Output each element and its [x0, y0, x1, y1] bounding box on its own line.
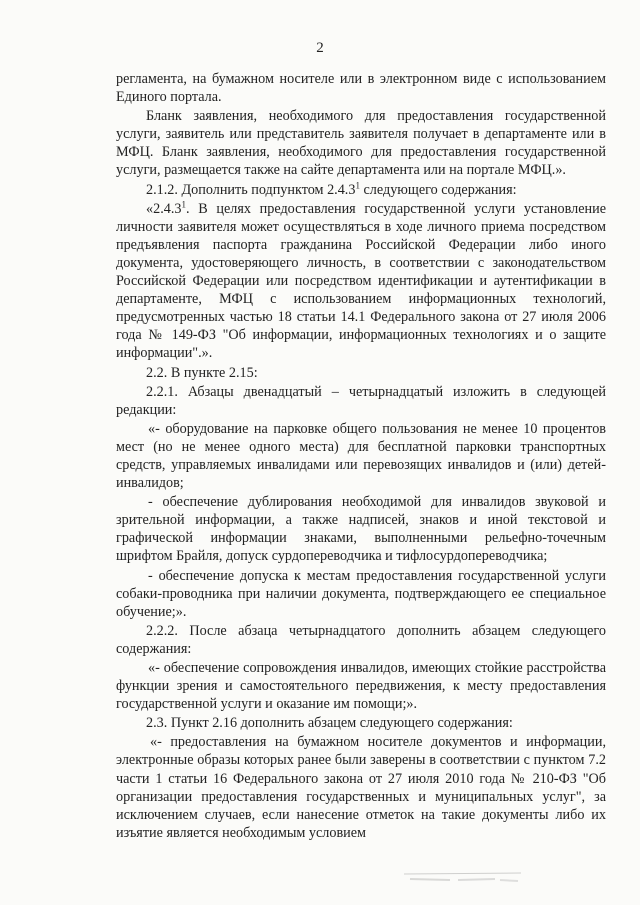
paragraph: «- предоставления на бумажном носителе документов и информации, электронные образы которых ранее были заверены в соответствии с пунктом 7.2 части 1 статьи 16 Федерального закона от 27 июля 2010 года № 210-ФЗ "Об организации предоставления государственных и муниципальных услуг", за исключением случаев, если нанесение отметок на такие документы либо их изъятие является необходимым условием — [116, 734, 606, 841]
paragraph: регламента, на бумажном носителе или в электронном виде с использованием Единого портала. — [116, 71, 606, 106]
superscript: 1 — [181, 198, 186, 209]
paragraph: Бланк заявления, необходимого для предоставления государственной услуги, заявитель или представитель заявителя получает в департаменте или в МФЦ. Бланк заявления, необходимого для предоставления государственной услуги, размещается также на сайте департамента или на портале МФЦ.». — [116, 108, 606, 179]
paragraph: 2.2.2. После абзаца четырнадцатого дополнить абзацем следующего содержания: — [116, 622, 606, 657]
document-body — [116, 70, 606, 843]
paragraph: 2.2. В пункте 2.15: — [146, 364, 258, 381]
paragraph-text-part: . В целях предоставления государственной услуги установление личности заявителя может осуществляться в ходе личного приема посредством предъявления паспорта гражданина Российской Федерации либо иного документа, удостоверяющего личность, в соответствии с законодательством Российской Федерации или посредством идентификации и аутентификации в департаменте, МФЦ с использованием информационных технологий, предусмотренных частью 18 статьи 14.1 Федерального закона от 27 июля 2006 года № 149-ФЗ "Об информации, информационных технологиях и о защите информации".». — [116, 200, 606, 362]
paragraph: «- оборудование на парковке общего пользования не менее 10 процентов мест (но не менее одного места) для бесплатной парковки транспортных средств, управляемых инвалидами или перевозящих инвалидов и (или) детей-инвалидов; — [116, 420, 606, 492]
superscript: 1 — [355, 179, 360, 190]
paragraph: - обеспечение дублирования необходимой для инвалидов звуковой и зрительной информации, а также надписей, знаков и иной текстовой и графической информации знаками, выполненными рельефно-точечным шрифтом Брайля, допуск сурдопереводчика и тифлосурдопереводчика; — [116, 494, 606, 565]
paragraph — [116, 181, 606, 199]
paragraph — [116, 200, 606, 363]
paragraph: 2.2.1. Абзацы двенадцатый – четырнадцатый изложить в следующей редакции: — [116, 383, 606, 418]
paragraph-text-part: следующего содержания: — [359, 181, 517, 198]
paragraph: 2.3. Пункт 2.16 дополнить абзацем следующего содержания: — [146, 715, 513, 732]
faint-stamp-mark — [400, 868, 525, 886]
page-number: 2 — [316, 40, 324, 56]
paragraph-text-part: 2.1.2. Дополнить подпунктом 2.4.3 — [146, 181, 356, 198]
paragraph: «- обеспечение сопровождения инвалидов, имеющих стойкие расстройства функции зрения и самостоятельного передвижения, к месту предоставления государственной услуги и оказание им помощи;». — [116, 660, 606, 713]
paragraph: - обеспечение допуска к местам предоставления государственной услуги собаки-проводника при наличии документа, подтверждающего ее специальное обучение;». — [116, 567, 606, 620]
paragraph-text-part: «2.4.3 — [146, 200, 182, 217]
